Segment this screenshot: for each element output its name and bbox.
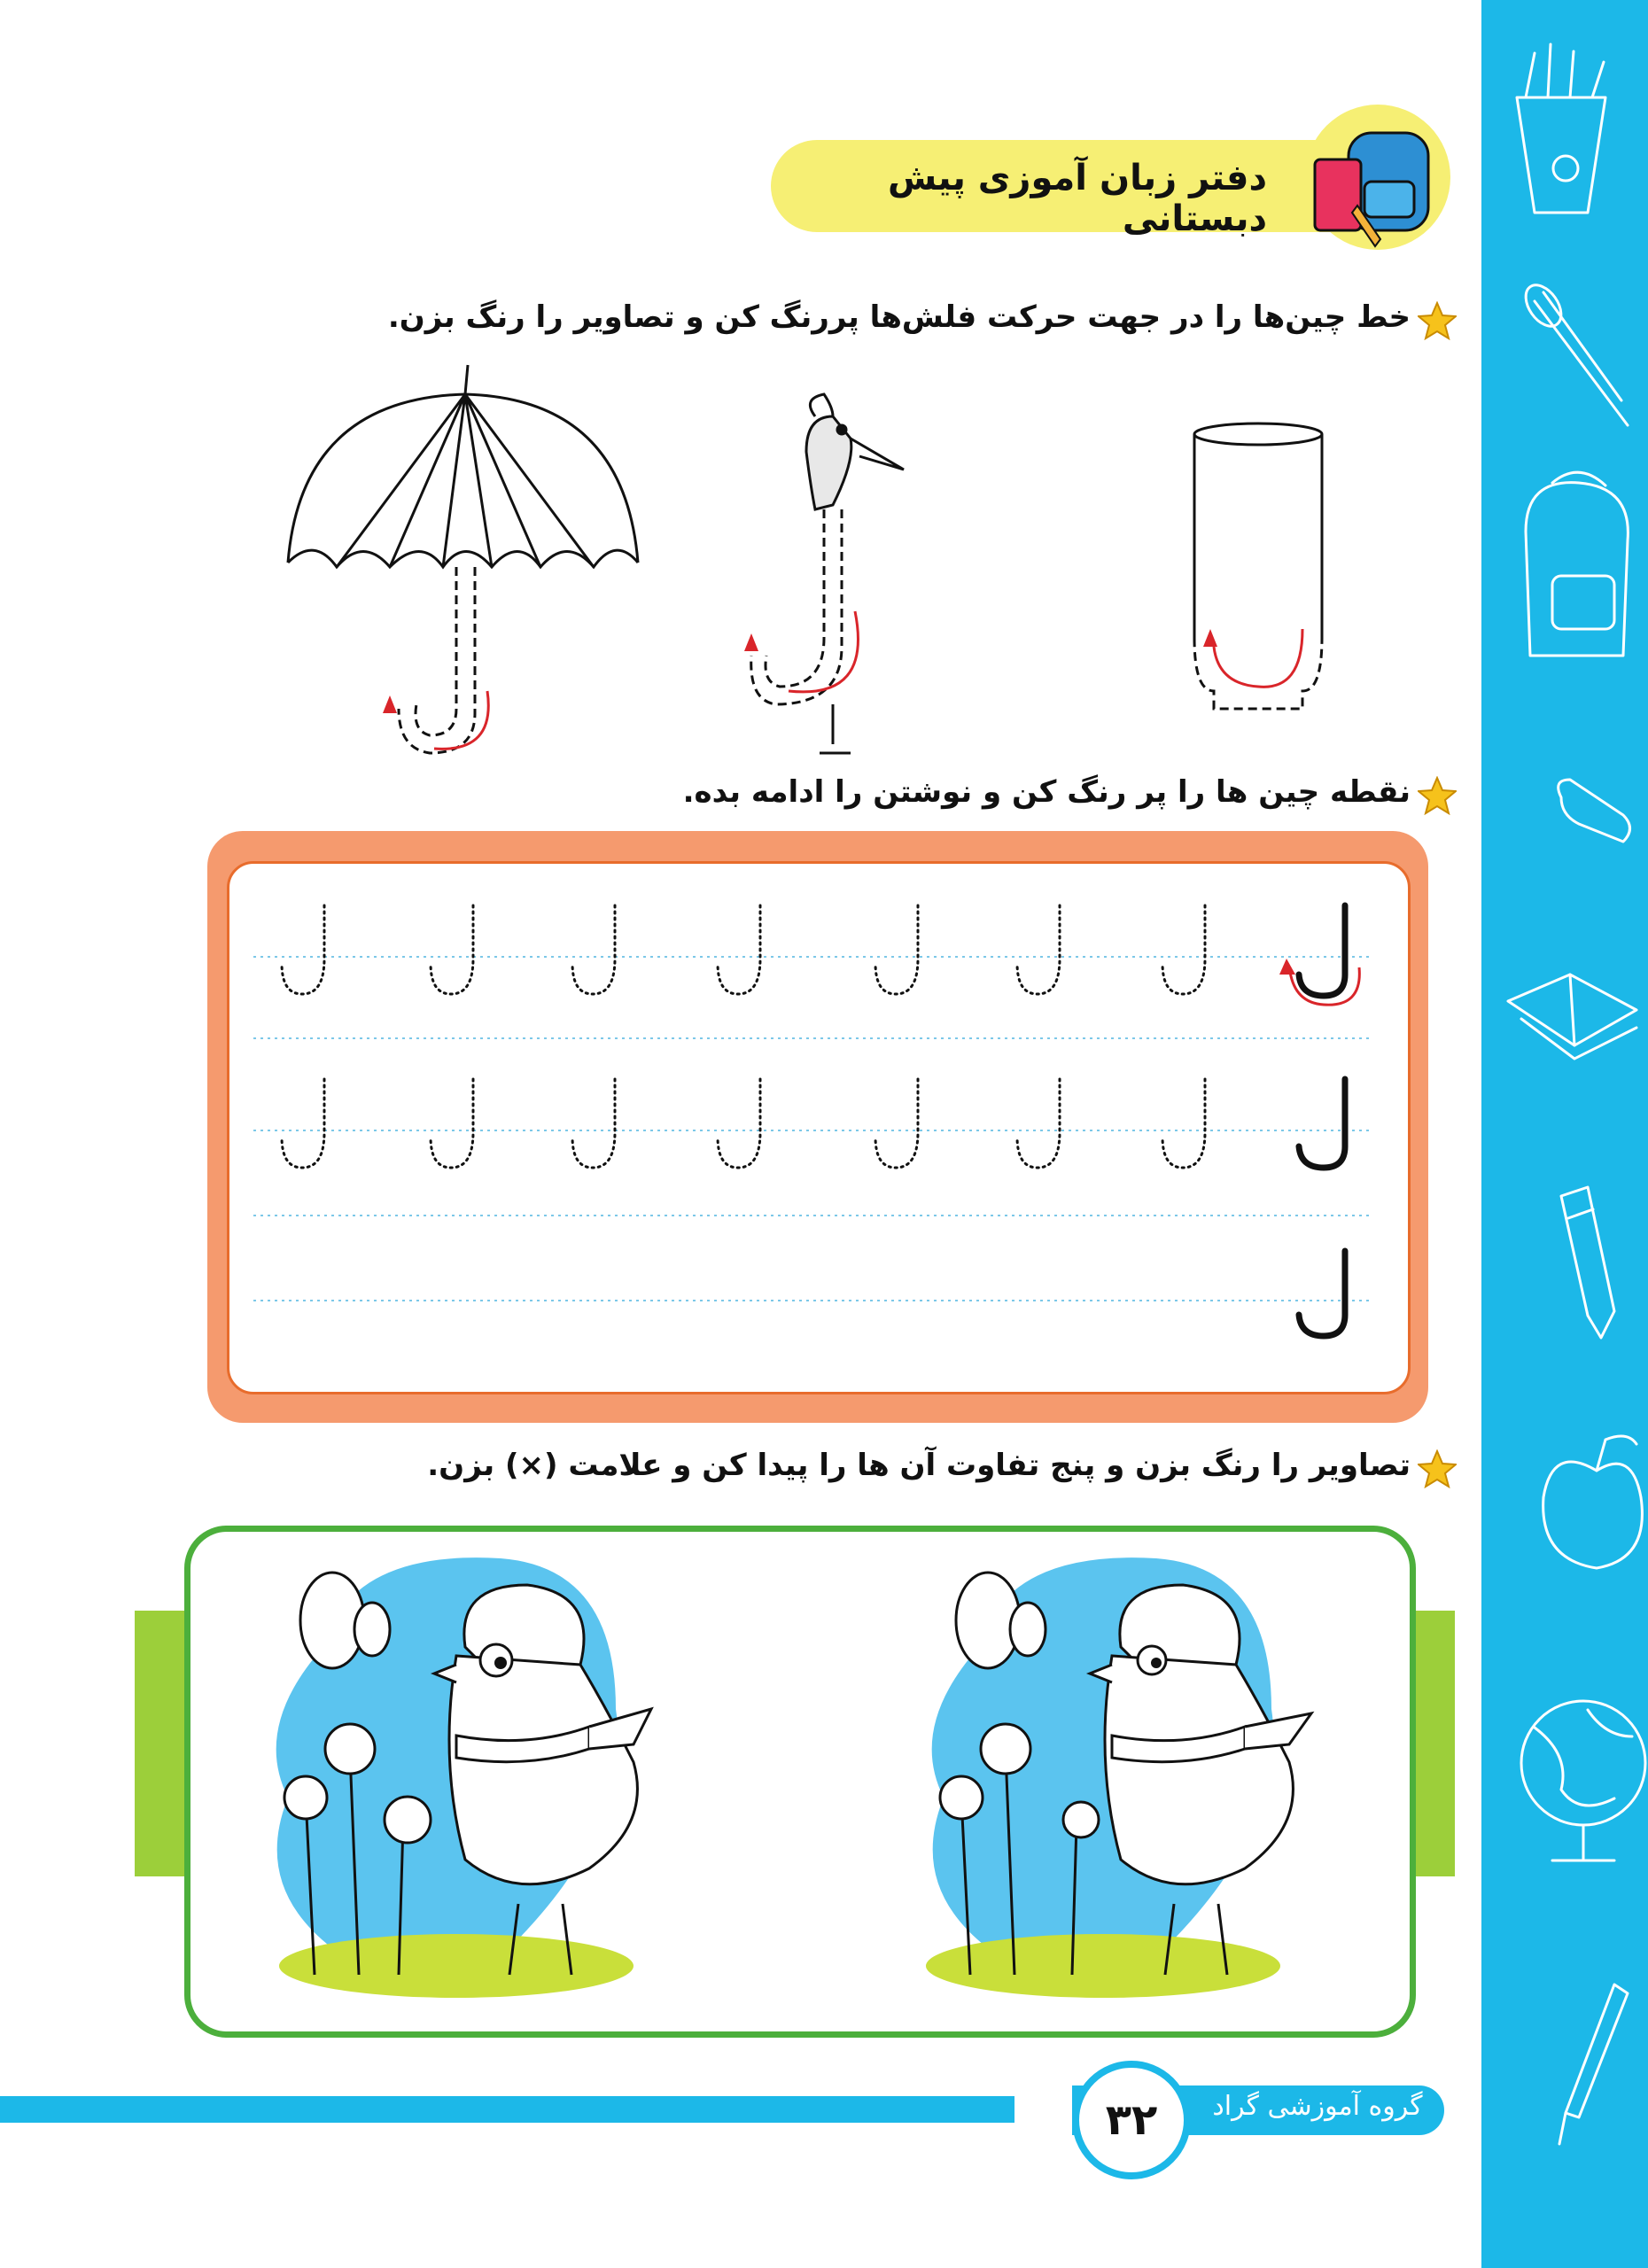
bird-picture-right (926, 1557, 1311, 1998)
model-letters (1299, 905, 1345, 1336)
ruled-lines (253, 957, 1370, 1301)
globe-icon (1521, 1701, 1645, 1860)
tracing-lines (227, 861, 1411, 1394)
school-doodles (1481, 0, 1648, 2268)
umbrella-illustration (288, 365, 638, 753)
pencil-cup-icon (1517, 44, 1605, 213)
backpack-icon (1526, 472, 1628, 656)
glass-illustration (1194, 423, 1322, 709)
fountain-pen-icon (1559, 1984, 1628, 2144)
instruction-3: تصاویر را رنگ بزن و پنج تفاوت آن ها را پیدا کن و علامت (×) بزن. (427, 1448, 1411, 1483)
apple-icon (1543, 1436, 1643, 1568)
page-title: دفتر زبان آموزی پیش دبستانی (887, 158, 1267, 239)
dotted-letters-row-2 (282, 1079, 1205, 1168)
instruction-2: نقطه چین ها را پر رنگ کن و نوشتن را ادامه بده. (682, 774, 1411, 810)
spot-the-difference-pictures (190, 1532, 1410, 2031)
star-icon (1418, 1449, 1457, 1488)
trace-illustrations (266, 354, 1400, 762)
publisher-name: گروه آموزشی گراد (1212, 2091, 1423, 2122)
instruction-1: خط چین‌ها را در جهت حرکت فلش‌ها پررنگ کن و تصاویر را رنگ بزن. (387, 299, 1411, 335)
star-icon (1418, 301, 1457, 340)
dotted-letters-row-1 (282, 905, 1205, 994)
page-number: ۳۲ (1072, 2061, 1191, 2179)
star-icon (1418, 776, 1457, 815)
footer-line (0, 2096, 1014, 2123)
stork-illustration (744, 394, 904, 753)
open-book-icon (1508, 975, 1636, 1059)
bird-picture-left (276, 1557, 651, 1998)
pen-icon (1519, 279, 1628, 425)
decorative-sidebar (1481, 0, 1648, 2268)
eraser-icon (1559, 780, 1630, 842)
arrow-head (1279, 959, 1295, 975)
pencil-icon (1561, 1187, 1614, 1338)
backpack-illustration (1294, 97, 1462, 257)
